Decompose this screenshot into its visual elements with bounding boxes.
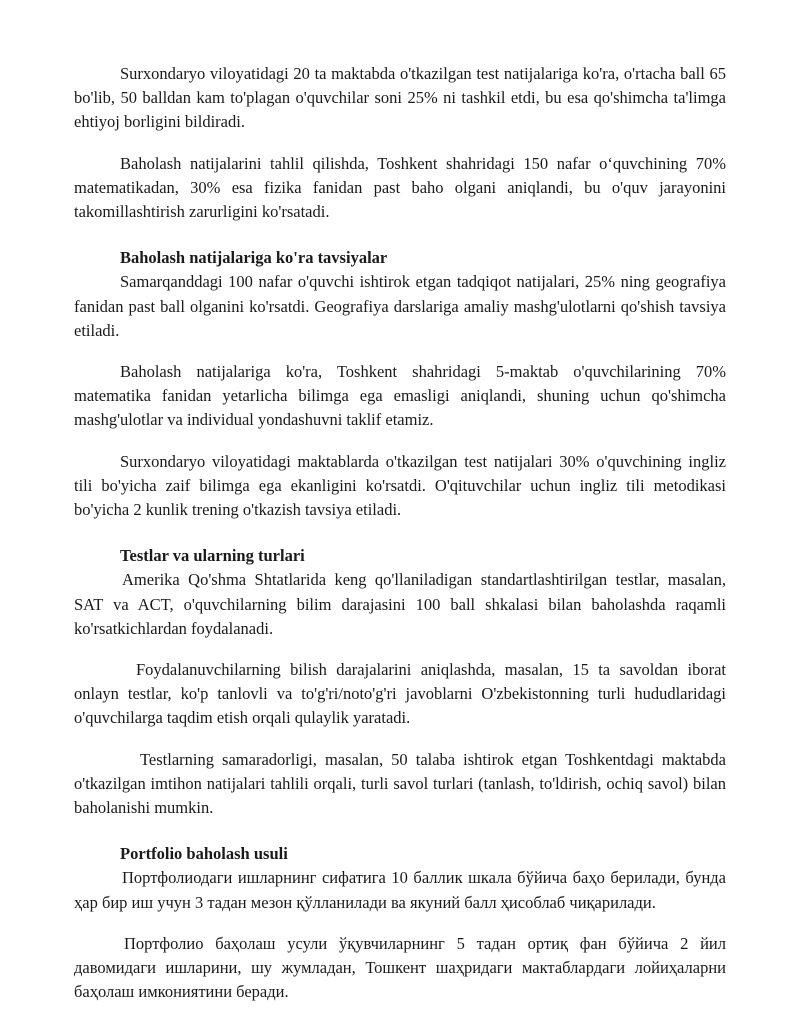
paragraph: Samarqanddagi 100 nafar o'quvchi ishtirok etgan tadqiqot natijalari, 25% ning geografiya fanidan past ball olganini ko'rsatdi. Geografiya darslariga amaliy mashg'ulotlarni qo'shish tavsiya etiladi.: [74, 272, 726, 340]
paragraph: Baholash natijalariga ko'ra, Toshkent shahridagi 5-maktab o'quvchilarining 70% matematika fanidan yetarlicha bilimga ega emasligi aniqlandi, shuning uchun qo'shimcha mashg'ulotlar va individual yondashuvni taklif etamiz.: [74, 362, 726, 430]
paragraph: Testlarning samaradorligi, masalan, 50 talaba ishtirok etgan Toshkentdagi maktabda o'tkazilgan imtihon natijalari tahlili orqali, turli savol turlari (tanlash, to'ldirish, ochiq savol) bilan baholanishi mumkin.: [74, 749, 726, 818]
paragraph: Портфолиодаги ишларнинг сифатига 10 баллик шкала бўйича баҳо берилади, бунда ҳар бир иш учун 3 тадан мезон қўлланилади ва якуний балл ҳисоблаб чиқарилади.: [74, 868, 726, 912]
paragraph: Foydalanuvchilarning bilish darajalarini aniqlashda, masalan, 15 ta savoldan iborat onlayn testlar, ko'p tanlovli va to'g'ri/noto'g'ri javoblarni O'zbekistonning turli hududlaridagi o'quvchilarga taqdim etish orqali qulaylik yaratadi.: [74, 660, 726, 728]
paragraph: Портфолио баҳолаш усули ўқувчиларнинг 5 тадан ортиқ фан бўйича 2 йил давомидаги ишларини, шу жумладан, Тошкент шаҳридаги мактаблардаги лойиҳаларни баҳолаш имкониятини беради.: [74, 933, 726, 1002]
document-page: [74, 62, 726, 1005]
paragraph: Surxondaryo viloyatidagi 20 ta maktabda o'tkazilgan test natijalariga ko'ra, o'rtacha ball 65 bo'lib, 50 balldan kam to'plagan o'quvchilar soni 25% ni tashkil etdi, bu esa qo'shimcha ta'limga ehtiyoj borligini bildiradi.: [74, 64, 726, 132]
section-heading: Testlar va ularning turlari: [120, 546, 305, 566]
section-heading: Baholash natijalariga ko'ra tavsiyalar: [120, 248, 388, 268]
paragraph: Amerika Qo'shma Shtatlarida keng qo'llaniladigan standartlashtirilgan testlar, masalan, SAT va ACT, o'quvchilarning bilim darajasini 100 ball shkalasi bilan baholashda raqamli ko'rsatkichlardan foydalanadi.: [74, 570, 726, 638]
section-heading: Portfolio baholash usuli: [120, 844, 288, 864]
paragraph: Baholash natijalarini tahlil qilishda, Toshkent shahridagi 150 nafar o‘quvchining 70% matematikadan, 30% esa fizika fanidan past baho olgani aniqlandi, bu o'quv jarayonini takomillashtirish zarurligini ko'rsatadi.: [74, 153, 726, 222]
paragraph: Surxondaryo viloyatidagi maktablarda o'tkazilgan test natijalari 30% o'quvchining ingliz tili bo'yicha zaif bilimga ega ekanligini ko'rsatdi. O'qituvchilar uchun ingliz tili metodikasi bo'yicha 2 kunlik trening o'tkazish tavsiya etiladi.: [74, 451, 726, 520]
